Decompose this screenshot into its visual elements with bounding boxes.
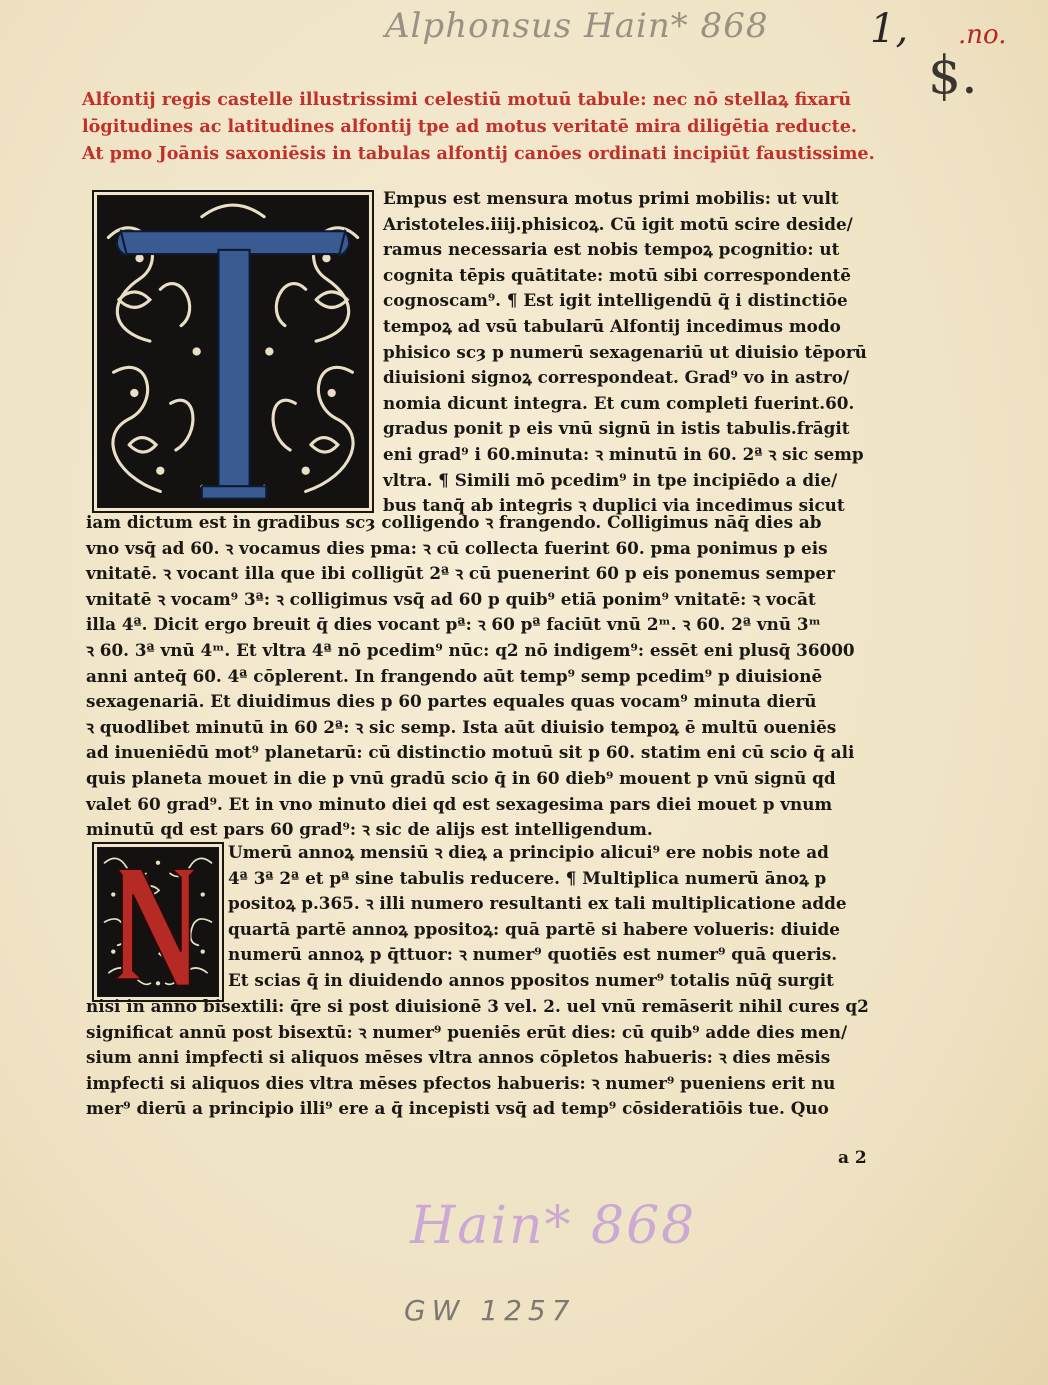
rubric-heading: Alfontij regis castelle illustrissimi celestiū motuū tabule: nec nō stellaꝝ fixarū lōgitudines ac latitudines alfontij tpe ad motus veritatē mira diligētia reducte. At pmo Joānis saxoniēsis in tabulas alfontij canōes ordinati incipiūt faustissime. [82, 89, 875, 164]
text-line: illa 4ª. Dicit ergo breuit q̄ dies vocant pª: ꝛ 60 pª faciūt vnū 2ᵐ. ꝛ 60. 2ª vnū 3ᵐ [86, 614, 821, 635]
text-line: eni grad⁹ i 60.minuta: ꝛ minutū in 60. 2ª ꝛ sic semp [383, 443, 864, 464]
text-block-beside-initial-n [228, 840, 847, 994]
handwritten-ownership-mark: $. [928, 46, 978, 106]
text-line: quartā partē annoꝝ ppositoꝝ: quā partē si habere volueris: diuide [228, 918, 840, 939]
text-line: Aristoteles.iiij.phisicoꝝ. Cū igit motū scire deside/ [383, 213, 853, 234]
text-line: nisi in anno bisextili: q̄re si post diuisionē 3 vel. 2. uel vnū remāserit nihil cures q2 [86, 996, 869, 1016]
text-line: phisico scȝ p numerū sexagenariū ut diuisio tēporū [383, 341, 867, 362]
signature-mark: a 2 [838, 1148, 867, 1168]
handwritten-catalog-note: Alphonsus Hain* 868 [385, 6, 769, 46]
text-line: gradus ponit p eis vnū signū in istis tabulis.frāgit [383, 418, 850, 439]
text-line: valet 60 grad⁹. Et in vno minuto diei qd est sexagesima pars diei mouet p vnum [86, 793, 833, 814]
text-line: ramus necessaria est nobis tempoꝝ pcognitio: ut [383, 239, 840, 260]
text-line: diuisioni signoꝝ correspondeat. Grad⁹ vo in astro/ [383, 367, 850, 388]
text-line: Umerū annoꝝ mensiū ꝛ dieꝝ a principio alicui⁹ ere nobis note ad [228, 842, 829, 862]
text-line: numerū annoꝝ p q̄ttuor: ꝛ numer⁹ quotiēs est numer⁹ quā queris. [228, 944, 838, 965]
handwritten-no-mark: .no. [958, 20, 1007, 50]
decorated-initial-t [92, 190, 374, 513]
text-line: vltra. ¶ Simili mō pcedim⁹ in tpe incipiēdo a die/ [383, 469, 838, 490]
text-line: cognita tēpis quātitate: motū sibi correspondentē [383, 264, 851, 285]
text-line: sexagenariā. Et diuidimus dies p 60 partes equales quas vocam⁹ minuta dierū [86, 691, 817, 712]
text-line: Empus est mensura motus primi mobilis: ut vult [383, 188, 839, 208]
text-line: vnitatē. ꝛ vocant illa que ibi colligūt 2ª ꝛ cū puenerint 60 p eis ponemus semper [86, 563, 835, 584]
text-block-beside-initial [383, 186, 867, 519]
text-line: mer⁹ dierū a principio illi⁹ ere a q̄ incepisti vsq̄ ad temp⁹ cōsideratiōis tue. Quo [86, 1098, 829, 1119]
decorated-initial-n [92, 842, 224, 1002]
text-line: positoꝝ p.365. ꝛ illi numero resultanti ex tali multiplicatione adde [228, 893, 847, 914]
text-line: significat annū post bisextū: ꝛ numer⁹ pueniēs erūt dies: cū quib⁹ adde dies men/ [86, 1021, 848, 1042]
floral-ornament-icon [98, 848, 218, 996]
text-block-full-width-1 [86, 510, 855, 843]
text-line: minutū qd est pars 60 grad⁹: ꝛ sic de alijs est intelligendum. [86, 819, 653, 840]
handwritten-folio-number: 1, [870, 6, 909, 52]
text-block-full-width-2 [86, 994, 869, 1122]
text-line: 4ª 3ª 2ª et pª sine tabulis reducere. ¶ Multiplica numerū ānoꝝ p [228, 867, 827, 888]
handwritten-hain-reference: Hain* 868 [410, 1196, 697, 1256]
text-line: bus tanq̄ ab integris ꝛ duplici via incedimus sicut [383, 495, 845, 516]
text-line: tempoꝝ ad vsū tabularū Alfontij incedimus modo [383, 315, 841, 336]
text-line: ꝛ quodlibet minutū in 60 2ª: ꝛ sic semp. Ista aūt diuisio tempoꝝ ē multū oueniēs [86, 716, 837, 737]
text-line: nomia dicunt integra. Et cum completi fuerint.60. [383, 392, 855, 413]
text-line: Et scias q̄ in diuidendo annos ppositos numer⁹ totalis nūq̄ surgit [228, 969, 834, 990]
floral-ornament-icon [98, 196, 368, 507]
text-line: ad inueniēdū mot⁹ planetarū: cū distinctio motuū sit p 60. statim eni cū scio q̄ ali [86, 742, 855, 763]
text-line: impfecti si aliquos dies vltra mēses pfectos habueris: ꝛ numer⁹ pueniens erit nu [86, 1072, 836, 1093]
text-line: anni anteq̄ 60. 4ª cōplerent. In frangendo aūt temp⁹ semp pcedim⁹ p diuisionē [86, 665, 823, 686]
text-line: cognoscam⁹. ¶ Est igit intelligendū q̄ i distinctiōe [383, 290, 848, 311]
text-line: vnitatē ꝛ vocam⁹ 3ª: ꝛ colligimus vsq̄ ad 60 p quib⁹ etiā ponim⁹ vnitatē: ꝛ vocāt [86, 588, 816, 609]
text-line: vno vsq̄ ad 60. ꝛ vocamus dies pma: ꝛ cū collecta fuerint 60. pma ponimus p eis [86, 537, 828, 558]
text-line: quis planeta mouet in die p vnū gradū scio q̄ in 60 dieb⁹ mouent p vnū signū qd [86, 767, 836, 788]
text-line: ꝛ 60. 3ª vnū 4ᵐ. Et vltra 4ª nō pcedim⁹ nūc: q2 nō indigem⁹: essēt eni plusq̄ 36000 [86, 639, 855, 660]
text-line: iam dictum est in gradibus scȝ colligendo ꝛ frangendo. Colligimus nāq̄ dies ab [86, 512, 822, 532]
handwritten-gw-reference: GW 1257 [404, 1294, 576, 1327]
text-line: sium anni impfecti si aliquos mēses vltra annos cōpletos habueris: ꝛ dies mēsis [86, 1047, 831, 1068]
